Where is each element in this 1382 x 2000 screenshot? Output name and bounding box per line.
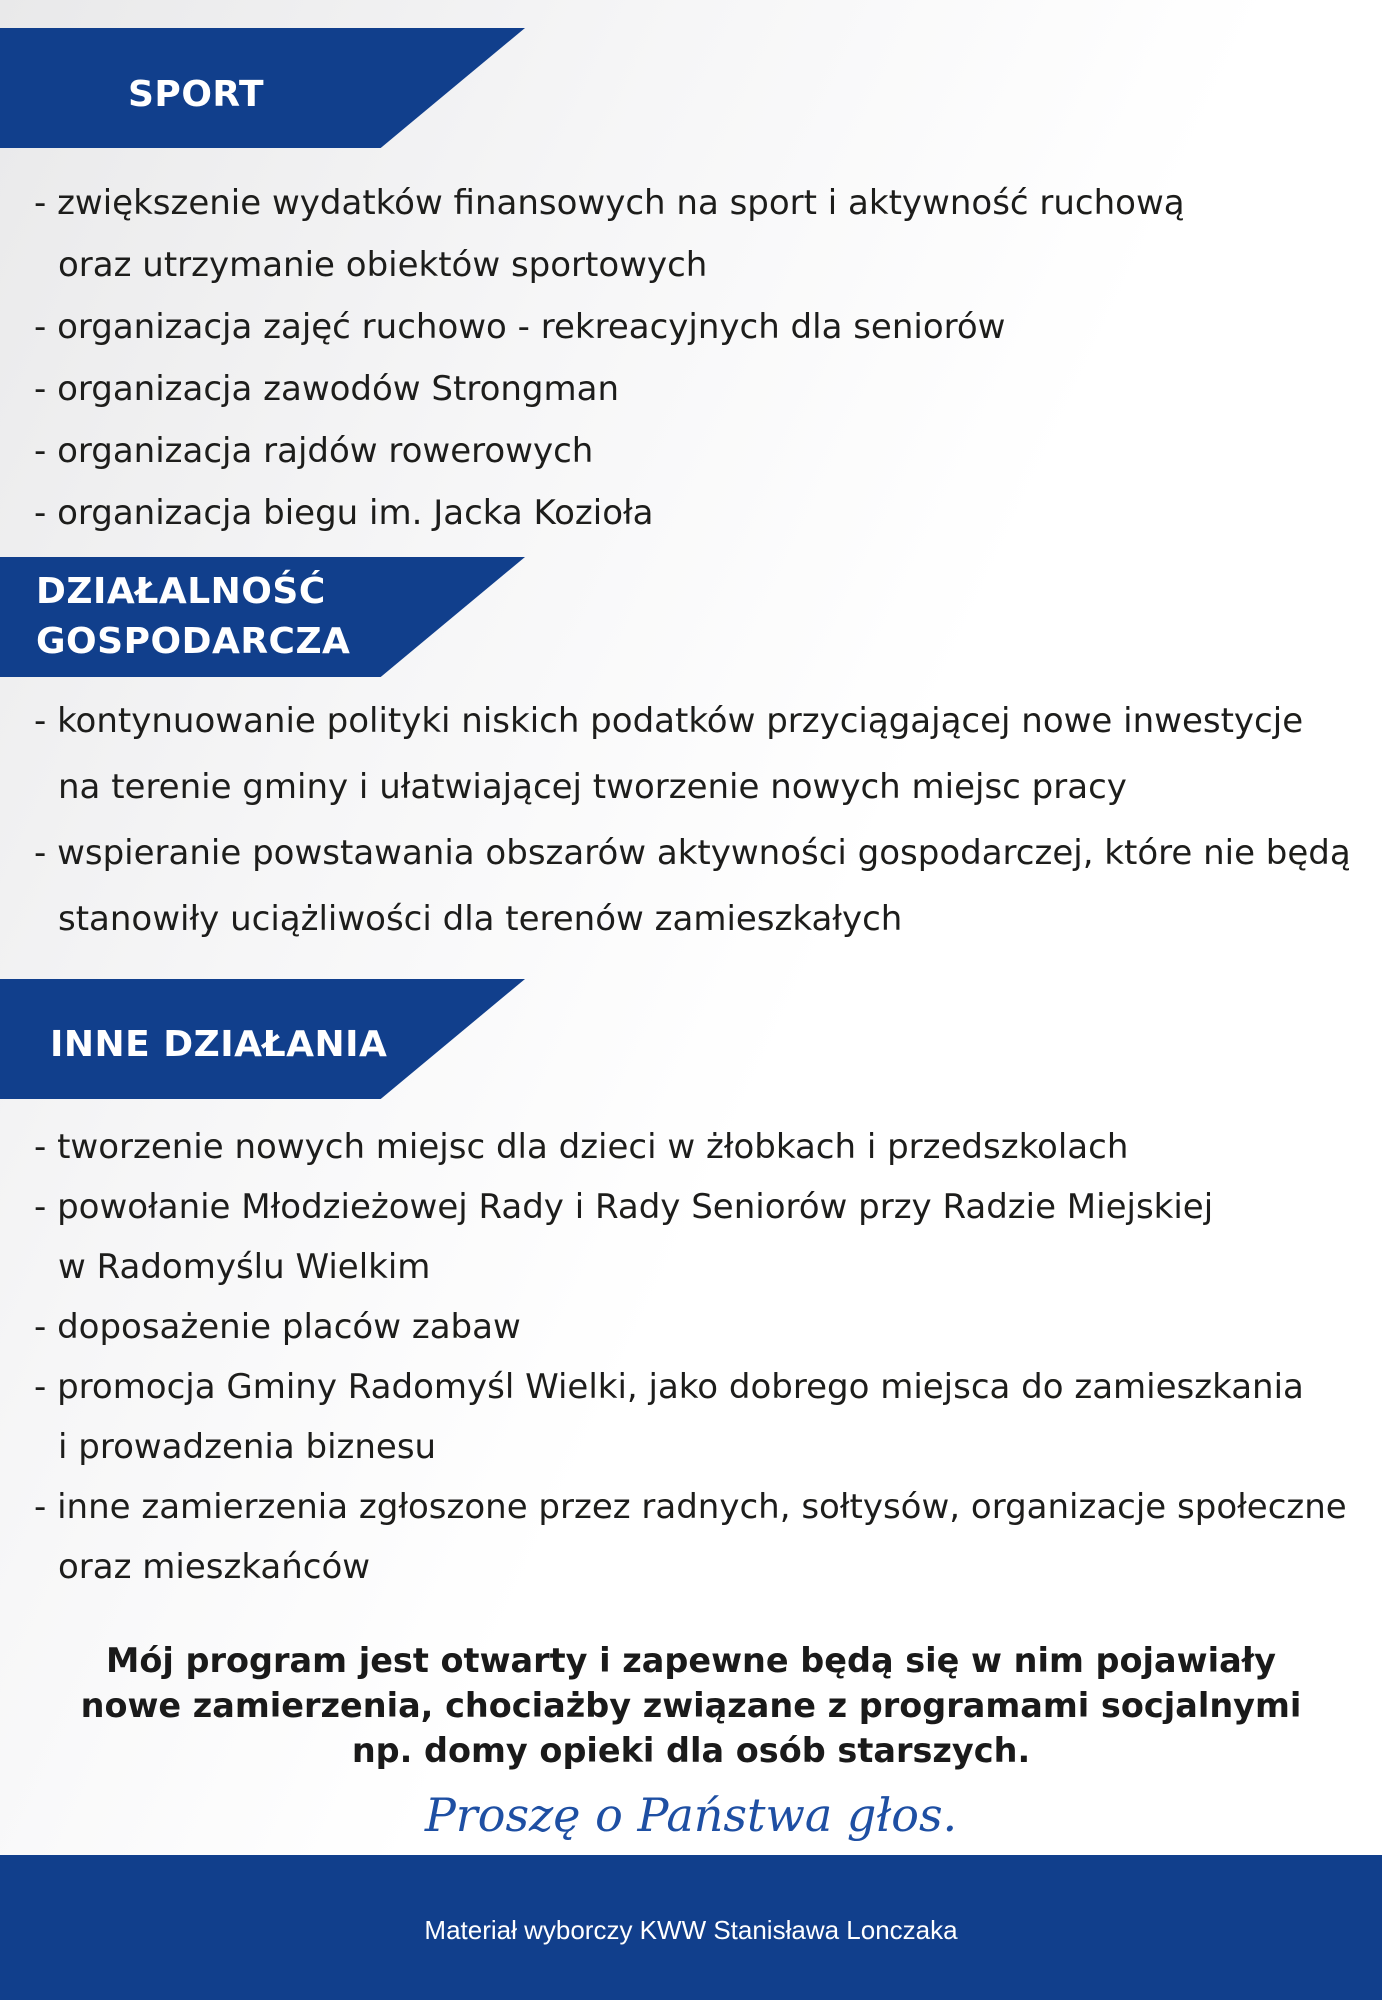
- footer-bar: [0, 1855, 1382, 2000]
- list-item: - zwiększenie wydatków finansowych na sport i aktywność ruchową oraz utrzymanie obiektów sportowych: [34, 183, 1185, 285]
- list-item: - organizacja zawodów Strongman: [34, 369, 620, 409]
- list-item: - wspieranie powstawania obszarów aktywności gospodarczej, które nie będą stanowiły uciążliwości dla terenów zamieszkałych: [34, 833, 1351, 939]
- list-item: - tworzenie nowych miejsc dla dzieci w żłobkach i przedszkolach: [34, 1127, 1129, 1167]
- section-title-business: DZIAŁALNOŚĆ GOSPODARCZA: [36, 571, 351, 662]
- list-item: - organizacja rajdów rowerowych: [34, 431, 594, 471]
- section-title-other: INNE DZIAŁANIA: [50, 1024, 388, 1065]
- list-item: - powołanie Młodzieżowej Rady i Rady Seniorów przy Radzie Miejskiej w Radomyślu Wielkim: [34, 1187, 1214, 1287]
- list-item: - kontynuowanie polityki niskich podatków przyciągającej nowe inwestycje na terenie gminy i ułatwiającej tworzenie nowych miejsc pracy: [34, 701, 1304, 807]
- closing-statement: Mój program jest otwarty i zapewne będą się w nim pojawiały nowe zamierzenia, chociażby związane z programami socjalnymi np. domy opieki dla osób starszych.: [80, 1641, 1302, 1770]
- list-item: - promocja Gminy Radomyśl Wielki, jako dobrego miejsca do zamieszkania i prowadzenia biznesu: [34, 1367, 1304, 1467]
- list-item: - organizacja zajęć ruchowo - rekreacyjnych dla seniorów: [34, 307, 1006, 347]
- section-title-sport: SPORT: [128, 74, 265, 115]
- list-item: - organizacja biegu im. Jacka Kozioła: [34, 493, 654, 533]
- list-item: - inne zamierzenia zgłoszone przez radnych, sołtysów, organizacje społeczne oraz mieszkańców: [34, 1487, 1347, 1587]
- list-item: - doposażenie placów zabaw: [34, 1307, 521, 1347]
- footer-text: Materiał wyborczy KWW Stanisława Lonczaka: [424, 1915, 958, 1945]
- signature-text: Proszę o Państwa głos.: [424, 1788, 958, 1842]
